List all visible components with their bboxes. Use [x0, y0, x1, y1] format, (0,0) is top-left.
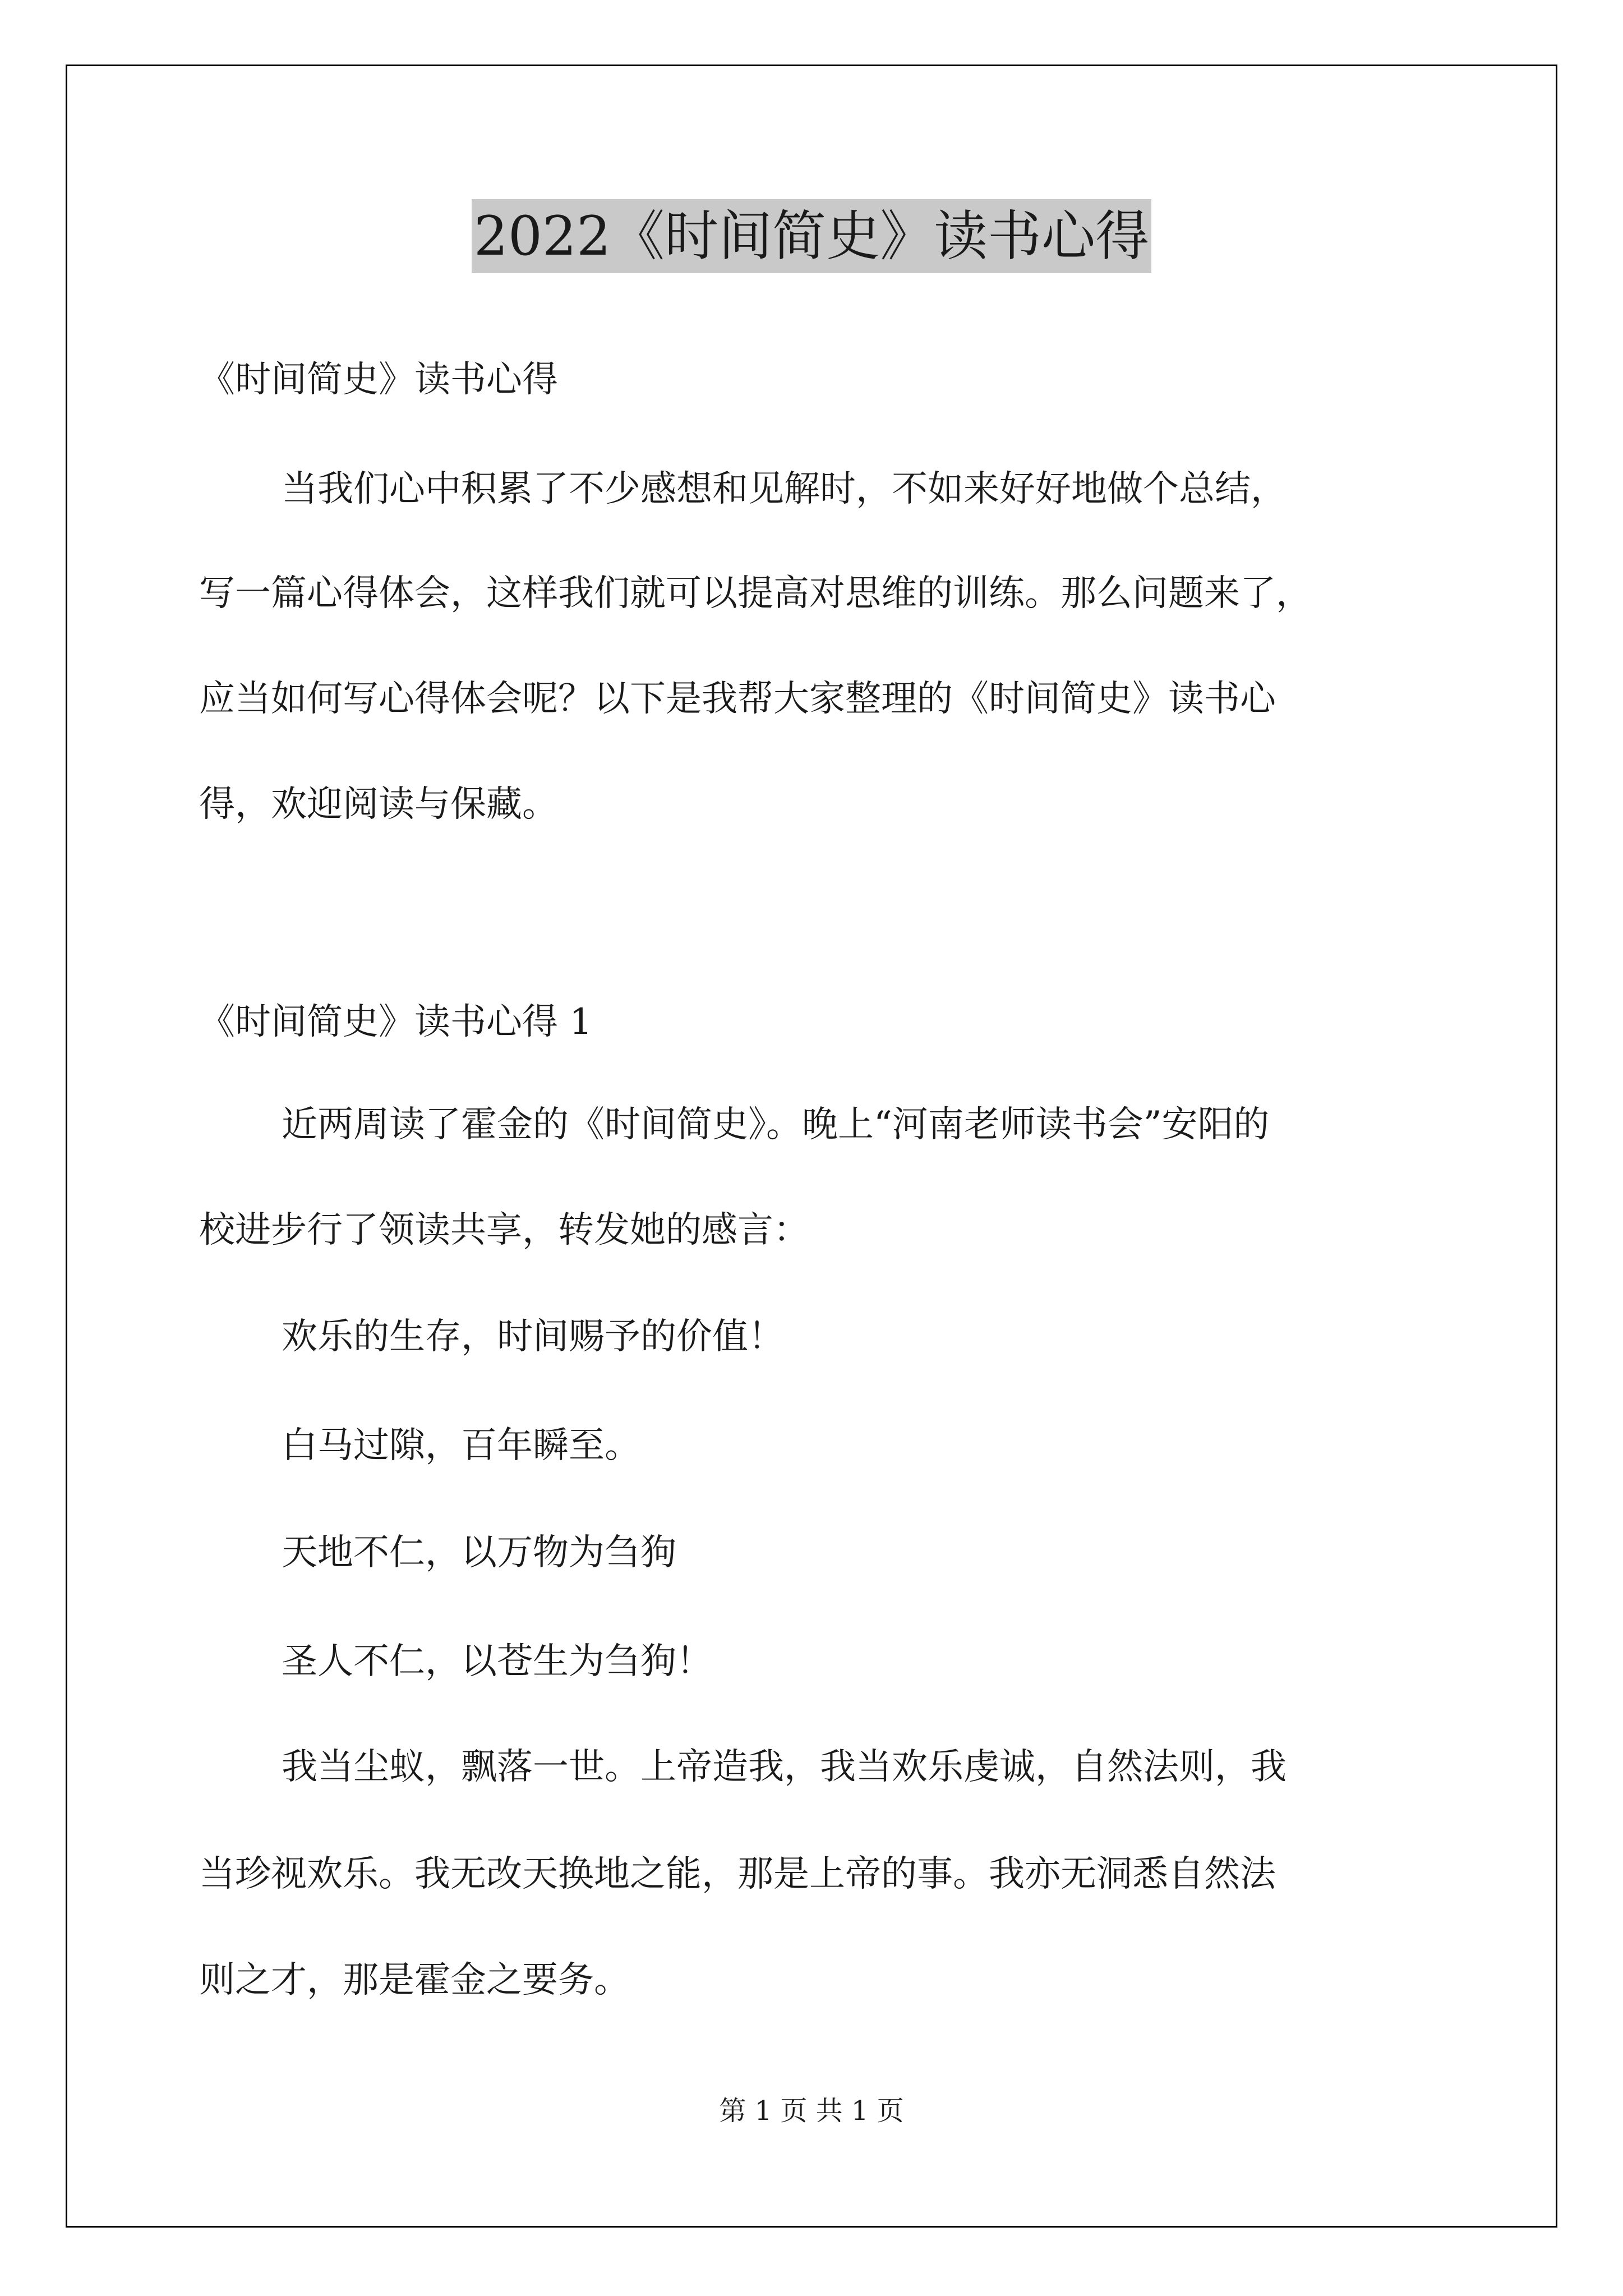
body-line: 当珍视欢乐。我无改天换地之能，那是上帝的事。我亦无洞悉自然法 — [199, 1853, 1276, 1895]
subtitle: 《时间简史》读书心得 — [199, 359, 558, 401]
page-footer: 第 1 页 共 1 页 — [719, 2095, 904, 2127]
body-line: 则之才，那是霍金之要务。 — [199, 1959, 630, 2001]
body-line: 圣人不仁，以苍生为刍狗！ — [282, 1641, 712, 1682]
intro-line: 得，欢迎阅读与保藏。 — [199, 784, 558, 825]
document-title-text: 2022《时间简史》读书心得 — [472, 199, 1151, 273]
intro-line: 应当如何写心得体会呢？以下是我帮大家整理的《时间简史》读书心 — [199, 678, 1276, 720]
body-line: 天地不仁，以万物为刍狗 — [282, 1532, 676, 1573]
document-title — [0, 199, 1623, 273]
body-line: 我当尘蚁，飘落一世。上帝造我，我当欢乐虔诚，自然法则，我 — [282, 1746, 1287, 1788]
body-line: 近两周读了霍金的《时间简史》。晚上“河南老师读书会”安阳的 — [282, 1104, 1270, 1145]
intro-line: 当我们心中积累了不少感想和见解时，不如来好好地做个总结， — [282, 468, 1287, 510]
body-line: 白马过隙，百年瞬至。 — [282, 1425, 640, 1466]
body-line: 校进步行了领读共享，转发她的感言： — [199, 1209, 809, 1251]
body-line: 欢乐的生存，时间赐予的价值！ — [282, 1316, 784, 1358]
section-heading: 《时间简史》读书心得 1 — [199, 1001, 593, 1043]
intro-line: 写一篇心得体会，这样我们就可以提高对思维的训练。那么问题来了， — [199, 573, 1312, 614]
